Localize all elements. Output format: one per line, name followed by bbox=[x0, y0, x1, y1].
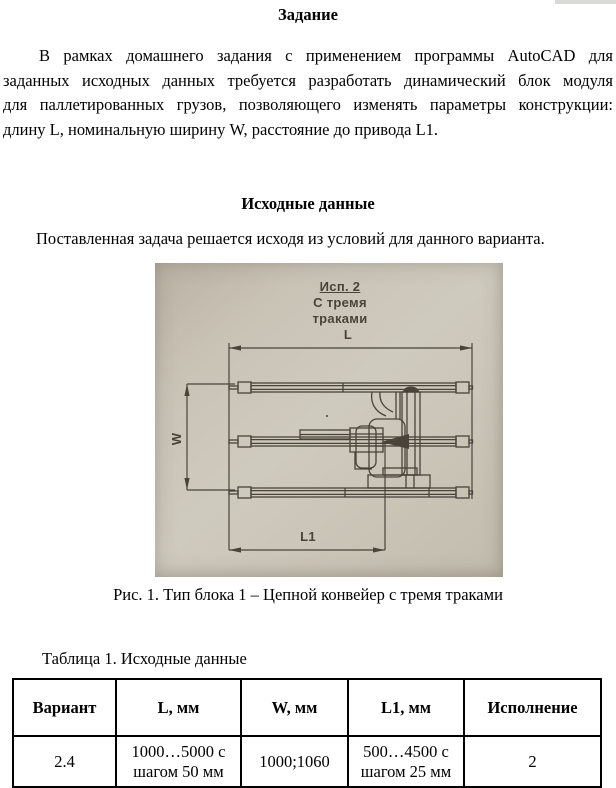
table-row bbox=[13, 736, 601, 787]
dim-label-W: W bbox=[169, 432, 184, 446]
table-title: Таблица 1. Исходные данные bbox=[42, 649, 247, 668]
track-rails bbox=[229, 382, 473, 498]
figure-caption: Рис. 1. Тип блока 1 – Цепной конвейер с тремя траками bbox=[113, 585, 503, 604]
execution-label: траками bbox=[312, 311, 368, 326]
cell-W: 1000;1060 bbox=[241, 736, 348, 787]
table-header-row bbox=[13, 679, 601, 736]
execution-label: Исп. 2 bbox=[319, 279, 361, 294]
paragraph-line: длину L, номинальную ширину W, расстояние до привода L1. bbox=[3, 120, 439, 140]
header-execution: Исполнение bbox=[464, 679, 601, 736]
page-title: Задание bbox=[278, 5, 338, 24]
scanned-figure-image bbox=[155, 263, 503, 577]
assignment-paragraph bbox=[3, 44, 613, 143]
cell-execution: 2 bbox=[464, 736, 601, 787]
header-W: W, мм bbox=[241, 679, 348, 736]
header-L1: L1, мм bbox=[348, 679, 464, 736]
section-heading: Исходные данные bbox=[241, 194, 375, 213]
paragraph-line: В рамках домашнего задания с применением программы AutoCAD для bbox=[39, 46, 613, 65]
initial-data-table bbox=[12, 678, 602, 788]
execution-label: С тремя bbox=[313, 295, 367, 310]
dim-label-L: L bbox=[343, 327, 353, 342]
cell-L1: 500…4500 с шагом 25 мм bbox=[348, 736, 464, 787]
scan-edge-artifact bbox=[555, 0, 616, 4]
header-variant: Вариант bbox=[13, 679, 116, 736]
cell-variant: 2.4 bbox=[13, 736, 116, 787]
dim-label-L1: L1 bbox=[300, 529, 316, 544]
section-paragraph: Поставленная задача решается исходя из условий для данного варианта. bbox=[36, 229, 545, 248]
header-L: L, мм bbox=[116, 679, 241, 736]
paragraph-line: заданных исходных данных требуется разработать динамический блок модуля bbox=[3, 70, 613, 90]
dimension-width bbox=[184, 384, 235, 490]
paragraph-line: для паллетированных грузов, позволяющего изменять параметры конструкции: bbox=[3, 95, 613, 115]
cell-L: 1000…5000 с шагом 50 мм bbox=[116, 736, 241, 787]
